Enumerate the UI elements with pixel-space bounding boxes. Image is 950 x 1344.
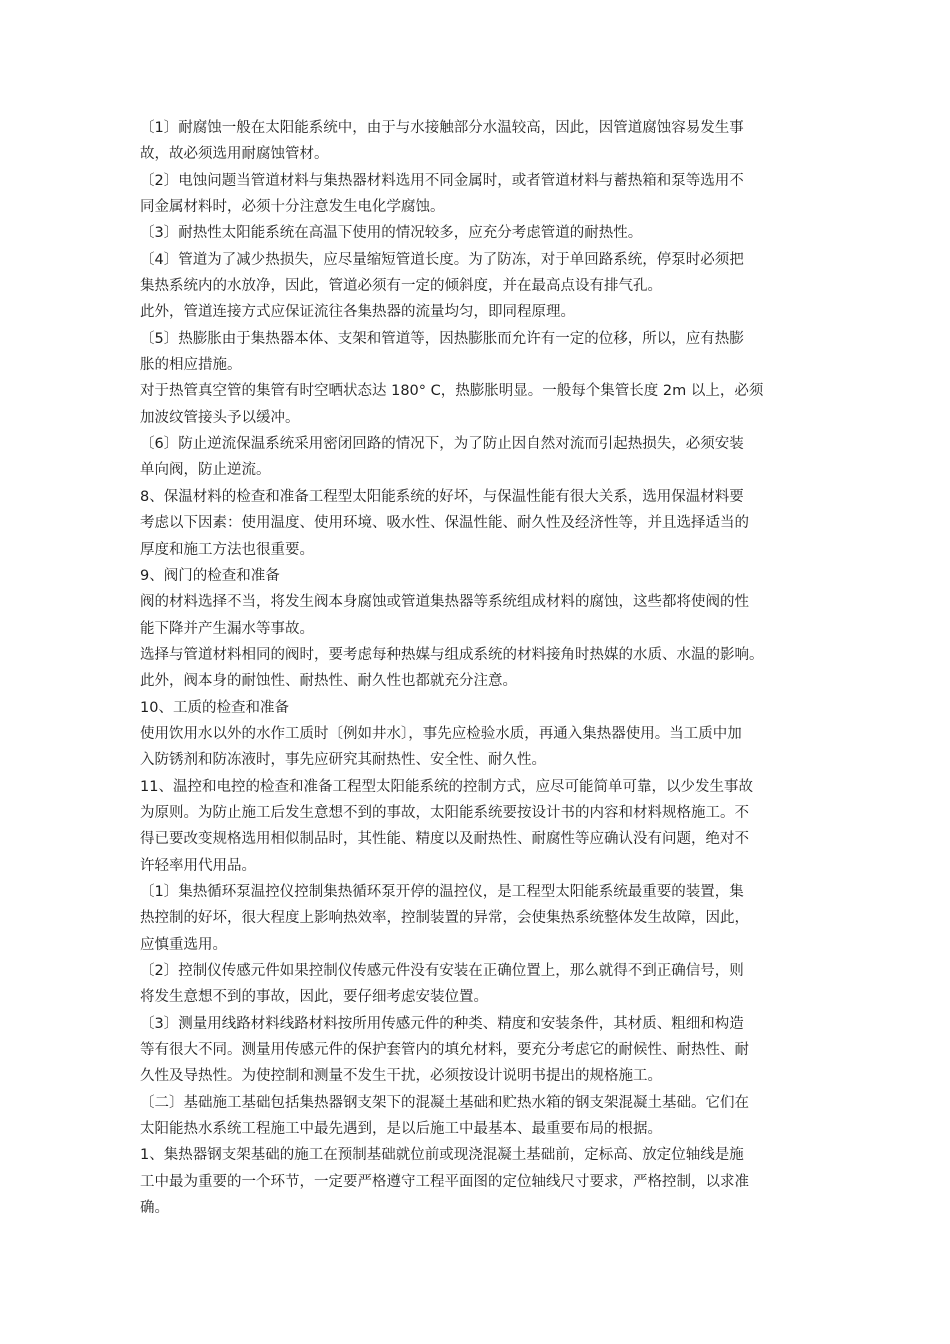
text-line: 为原则。为防止施工后发生意想不到的事故，太阳能系统要按设计书的内容和材料规格施工。不 bbox=[140, 804, 749, 821]
text-line: 11、温控和电控的检查和准备工程型太阳能系统的控制方式，应尽可能简单可靠，以少发生事故 bbox=[140, 778, 753, 795]
text-line: 能下降并产生漏水等事故。 bbox=[140, 620, 314, 637]
text-line: 单向阀，防止逆流。 bbox=[140, 462, 271, 479]
text-line: 得已要改变规格选用相似制品时，其性能、精度以及耐热性、耐腐性等应确认没有问题，绝对不 bbox=[140, 831, 749, 848]
text-line: 〔2〕控制仪传感元件如果控制仪传感元件没有安装在正确位置上，那么就得不到正确信号，则 bbox=[140, 963, 744, 979]
text-line: 热控制的好坏，很大程度上影响热效率，控制装置的异常，会使集热系统整体发生故障，因此， bbox=[140, 910, 749, 927]
text-line: 考虑以下因素：使用温度、使用环境、吸水性、保温性能、耐久性及经济性等，并且选择适当的 bbox=[140, 515, 749, 532]
text-line: 此外，管道连接方式应保证流往各集热器的流量均匀，即同程原理。 bbox=[140, 304, 575, 321]
text-line: 胀的相应措施。 bbox=[140, 357, 242, 374]
text-line: 确。 bbox=[140, 1200, 169, 1217]
text-line: 〔4〕管道为了减少热损失，应尽量缩短管道长度。为了防冻，对于单回路系统，停泵时必须把 bbox=[140, 251, 744, 268]
text-line: 〔3〕测量用线路材料线路材料按所用传感元件的种类、精度和安装条件，其材质、粗细和构造 bbox=[140, 1015, 744, 1032]
text-line: 〔6〕防止逆流保温系统采用密闭回路的情况下，为了防止因自然对流而引起热损失，必须安装 bbox=[140, 436, 744, 453]
text-line: 加波纹管接头予以缓冲。 bbox=[140, 409, 300, 426]
text-line: 集热系统内的水放净，因此，管道必须有一定的倾斜度，并在最高点设有排气孔。 bbox=[140, 278, 662, 295]
text-line: 等有很大不同。测量用传感元件的保护套管内的填允材料，要充分考虑它的耐候性、耐热性、耐 bbox=[140, 1042, 749, 1059]
text-line: 〔5〕热膨胀由于集热器本体、支架和管道等，因热膨胀而允许有一定的位移，所以，应有热膨 bbox=[140, 330, 744, 347]
text-line: 入防锈剂和防冻液时，事先应研究其耐热性、安全性、耐久性。 bbox=[140, 752, 546, 769]
text-line: 9、阀门的检查和准备 bbox=[140, 567, 280, 584]
text-line: 8、保温材料的检查和准备工程型太阳能系统的好坏，与保温性能有很大关系，选用保温材料要 bbox=[140, 488, 744, 505]
text-line: 〔1〕集热循环泵温控仪控制集热循环泵开停的温控仪，是工程型太阳能系统最重要的装置，集 bbox=[140, 883, 744, 900]
text-line: 〔1〕耐腐蚀一般在太阳能系统中，由于与水接触部分水温较高，因此，因管道腐蚀容易发生事 bbox=[140, 120, 744, 136]
text-line: 〔3〕耐热性太阳能系统在高温下使用的情况较多，应充分考虑管道的耐热性。 bbox=[140, 225, 643, 242]
text-line: 〔2〕电蚀问题当管道材料与集热器材料选用不同金属时，或者管道材料与蓄热箱和泵等选用不 bbox=[140, 172, 744, 189]
text-line: 太阳能热水系统工程施工中最先遇到，是以后施工中最基本、最重要布局的根据。 bbox=[140, 1121, 662, 1138]
text-line: 故，故必须选用耐腐蚀管材。 bbox=[140, 146, 329, 163]
text-line: 应慎重选用。 bbox=[140, 936, 227, 953]
text-line: 厚度和施工方法也很重要。 bbox=[140, 541, 314, 558]
text-line: 工中最为重要的一个环节，一定要严格遵守工程平面图的定位轴线尺寸要求，严格控制，以求准 bbox=[140, 1173, 749, 1190]
text-line: 使用饮用水以外的水作工质时〔例如井水〕，事先应检验水质，再通入集热器使用。当工质中加 bbox=[140, 725, 742, 742]
document-body bbox=[140, 115, 840, 1221]
text-line: 阀的材料选择不当，将发生阀本身腐蚀或管道集热器等系统组成材料的腐蚀，这些都将使阀的性 bbox=[140, 594, 749, 611]
text-line: 久性及导热性。为使控制和测量不发生干扰，必须按设计说明书提出的规格施工。 bbox=[140, 1068, 662, 1085]
text-line: 1、集热器钢支架基础的施工在预制基础就位前或现浇混凝土基础前，定标高、放定位轴线是施 bbox=[140, 1147, 744, 1164]
text-line: 此外，阀本身的耐蚀性、耐热性、耐久性也都就充分注意。 bbox=[140, 673, 517, 690]
text-line: 将发生意想不到的事故，因此，要仔细考虑安装位置。 bbox=[140, 989, 488, 1006]
text-line: 对于热管真空管的集管有时空晒状态达 180° C，热膨胀明显。一般每个集管长度 2m 以上，必须 bbox=[140, 383, 764, 400]
text-line: 许轻率用代用品。 bbox=[140, 857, 256, 874]
text-line: 10、工质的检查和准备 bbox=[140, 699, 289, 716]
text-line: 〔二〕基础施工基础包括集热器钢支架下的混凝土基础和贮热水箱的钢支架混凝土基础。它们在 bbox=[140, 1094, 749, 1111]
text-line: 选择与管道材料相同的阀时，要考虑每种热媒与组成系统的材料接角时热媒的水质、水温的影响。 bbox=[140, 646, 764, 663]
text-line: 同金属材料时，必须十分注意发生电化学腐蚀。 bbox=[140, 199, 445, 216]
